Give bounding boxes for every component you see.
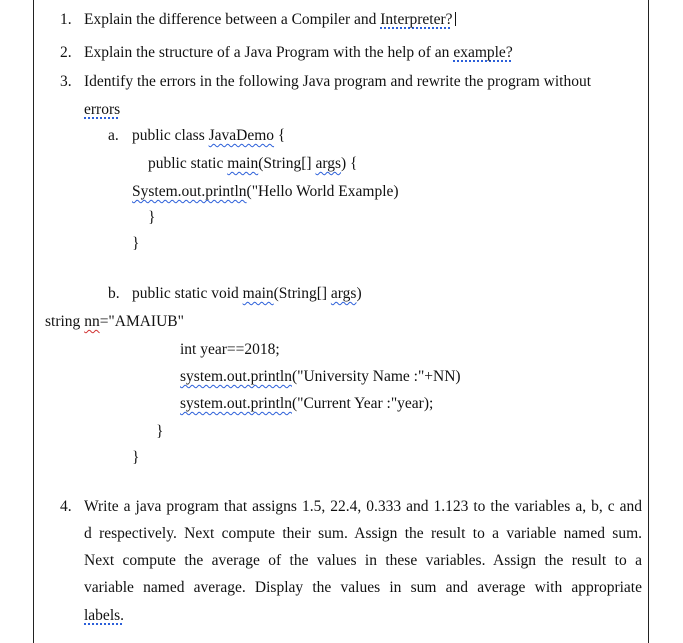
q1-text: Explain the difference between a Compiler and Interpreter? [84, 10, 456, 30]
q1-link-word: Interpreter? [380, 11, 453, 28]
part-a-label: a. [108, 127, 119, 144]
part-a-line-4: } [148, 209, 156, 226]
q3-number: 3. [60, 73, 72, 90]
part-a-line-3: System.out.println("Hello World Example) [132, 183, 399, 200]
q4-line-4: variable named average. Display the values in sum and average with appropriate [84, 579, 642, 596]
q4-line-3: Next compute the average of the values in these variables. Assign the result to a [84, 552, 642, 569]
q2-text: Explain the structure of a Java Program with the help of an example? [84, 44, 513, 61]
part-b-line-5: system.out.println("Current Year :"year); [180, 395, 434, 412]
q4-line-2: d respectively. Next compute their sum. Assign the result to a variable named sum. [84, 525, 642, 542]
q2-link-word: example? [453, 44, 513, 61]
part-b-line-1: public static void main(String[] args) [132, 285, 362, 302]
part-b-line-6: } [156, 423, 164, 440]
part-a-line-2: public static main(String[] args) { [148, 155, 358, 172]
part-a-line-1: public class JavaDemo { [132, 127, 286, 144]
q3-continuation: errors [84, 101, 121, 118]
text-cursor [455, 12, 456, 26]
q2-number: 2. [60, 44, 72, 61]
q4-line-5: labels. [84, 607, 125, 624]
part-b-line-7: } [132, 449, 140, 466]
q1-number: 1. [60, 11, 72, 28]
q3-text: Identify the errors in the following Java program and rewrite the program without [84, 73, 592, 90]
part-b-label: b. [108, 285, 120, 302]
q4-line-1: Write a java program that assigns 1.5, 22.4, 0.333 and 1.123 to the variables a, b, c and [84, 498, 642, 515]
part-b-line-2: string nn="AMAIUB" [45, 313, 184, 330]
part-a-line-5: } [132, 235, 140, 252]
q4-number: 4. [60, 498, 72, 515]
part-b-line-3: int year==2018; [180, 341, 280, 358]
part-b-line-4: system.out.println("University Name :"+NN) [180, 368, 461, 385]
